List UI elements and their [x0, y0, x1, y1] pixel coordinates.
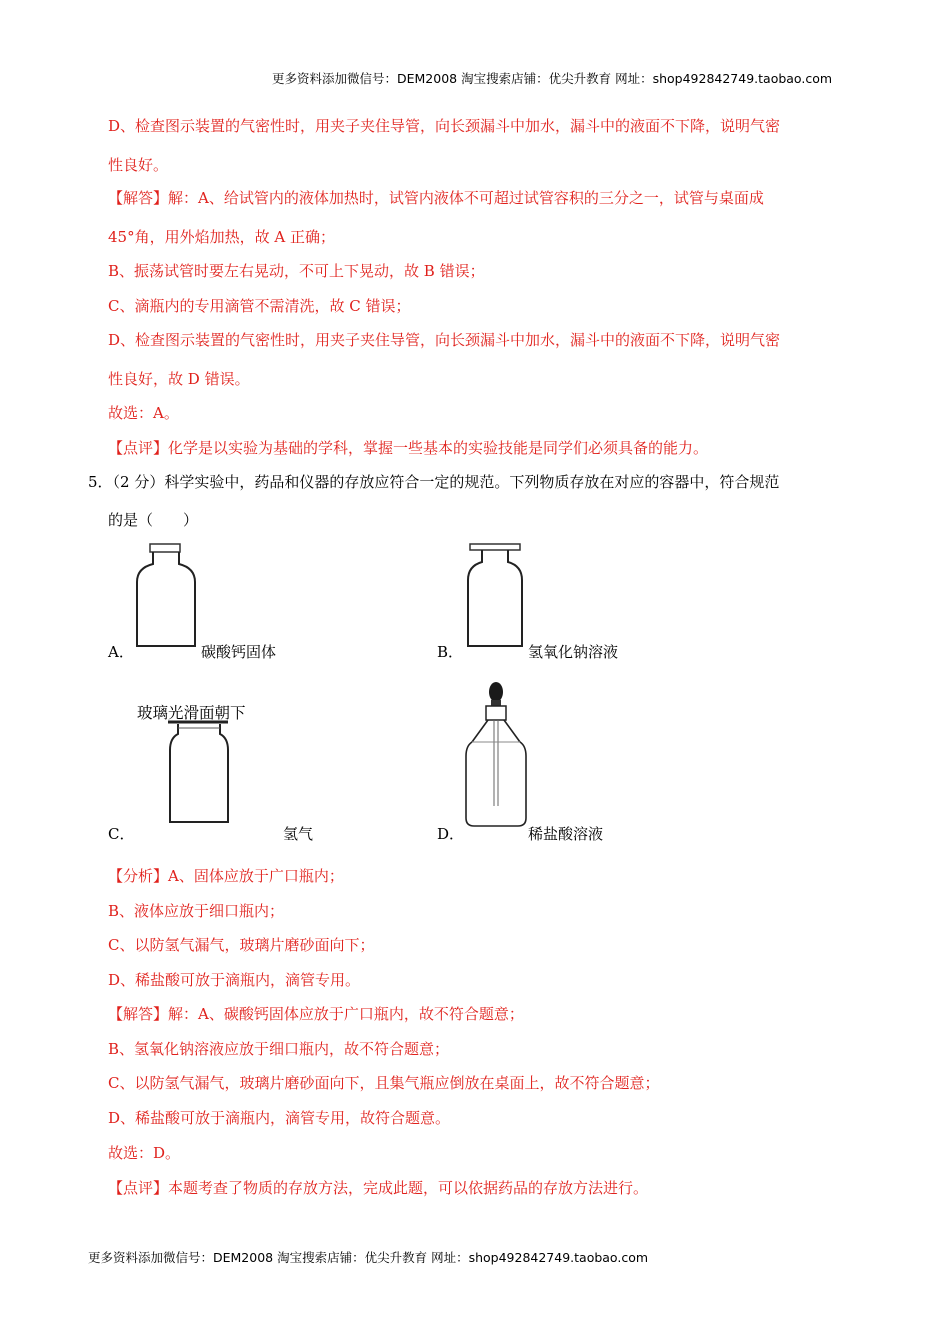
prev-answer-line2: 45°角，用外焰加热，故 A 正确；	[108, 228, 335, 246]
option-b-caption: 氢氧化钠溶液	[528, 643, 619, 661]
glass-plate-note: 玻璃光滑面朝下	[137, 704, 246, 722]
page-footer: 更多资料添加微信号：DEM2008 淘宝搜索店铺：优尖升教育 网址：shop492842749.taobao.com	[88, 1250, 649, 1265]
analysis-d: D、稀盐酸可放于滴瓶内，滴管专用。	[108, 971, 361, 989]
page-header: 更多资料添加微信号：DEM2008 淘宝搜索店铺：优尖升教育 网址：shop492842749.taobao.com	[272, 71, 833, 86]
prev-option-d-line1: D、检查图示装置的气密性时，用夹子夹住导管，向长颈漏斗中加水，漏斗中的液面不下降，说明气密	[108, 117, 781, 135]
answer-a-text: 解：A、碳酸钙固体应放于广口瓶内，故不符合题意；	[168, 1005, 524, 1023]
analysis-c: C、以防氢气漏气，玻璃片磨砂面向下；	[108, 936, 375, 954]
option-a-caption: 碳酸钙固体	[201, 643, 277, 661]
answer-choice: 故选：D。	[108, 1144, 181, 1162]
comment-text: 本题考查了物质的存放方法，完成此题，可以依据药品的存放方法进行。	[168, 1179, 649, 1197]
analysis-a	[108, 866, 344, 886]
option-a-label: A．	[108, 643, 134, 661]
comment-tag: 【点评】	[108, 1179, 169, 1197]
prev-choice: 故选：A。	[108, 404, 179, 422]
prev-answer-b: B、振荡试管时要左右晃动，不可上下晃动，故 B 错误；	[108, 262, 485, 280]
gas-collecting-bottle-c-image	[164, 718, 234, 828]
prev-option-d-line2: 性良好。	[108, 156, 169, 174]
option-d-caption: 稀盐酸溶液	[528, 825, 604, 843]
prev-answer-d-line1: D、检查图示装置的气密性时，用夹子夹住导管，向长颈漏斗中加水，漏斗中的液面不下降，说明气密	[108, 331, 781, 349]
prev-comment	[108, 438, 708, 458]
comment-text: 化学是以实验为基础的学科，掌握一些基本的实验技能是同学们必须具备的能力。	[168, 439, 709, 457]
comment-tag: 【点评】	[108, 439, 169, 457]
answer-tag: 【解答】	[108, 1005, 169, 1023]
answer-text: 解：A、给试管内的液体加热时，试管内液体不可超过试管容积的三分之一，试管与桌面成	[168, 189, 764, 207]
narrow-mouth-bottle-b-image	[462, 542, 532, 652]
analysis-tag: 【分析】	[108, 867, 169, 885]
wide-mouth-bottle-a-image	[132, 542, 202, 652]
prev-answer-c: C、滴瓶内的专用滴管不需清洗，故 C 错误；	[108, 297, 411, 315]
analysis-b: B、液体应放于细口瓶内；	[108, 902, 285, 920]
option-c-label: C．	[108, 825, 135, 843]
prev-answer-d-line2: 性良好，故 D 错误。	[108, 370, 250, 388]
answer-a	[108, 1004, 524, 1024]
answer-b: B、氢氧化钠溶液应放于细口瓶内，故不符合题意；	[108, 1040, 450, 1058]
option-b-label: B．	[437, 643, 464, 661]
answer-tag: 【解答】	[108, 189, 169, 207]
answer-c: C、以防氢气漏气，玻璃片磨砂面向下，且集气瓶应倒放在桌面上，故不符合题意；	[108, 1074, 660, 1092]
dropper-bottle-d-image	[464, 680, 528, 830]
option-d-label: D．	[437, 825, 465, 843]
option-c-caption: 氢气	[283, 825, 314, 843]
question-5-stem-line1: 5．（2 分）科学实验中，药品和仪器的存放应符合一定的规范。下列物质存放在对应的容器中，符合规范	[88, 473, 780, 491]
analysis-a-text: A、固体应放于广口瓶内；	[168, 867, 344, 885]
question-5-stem-line2: 的是（ ）	[108, 511, 199, 529]
answer-d: D、稀盐酸可放于滴瓶内，滴管专用，故符合题意。	[108, 1109, 451, 1127]
comment	[108, 1178, 648, 1198]
prev-answer-line1	[108, 188, 764, 208]
